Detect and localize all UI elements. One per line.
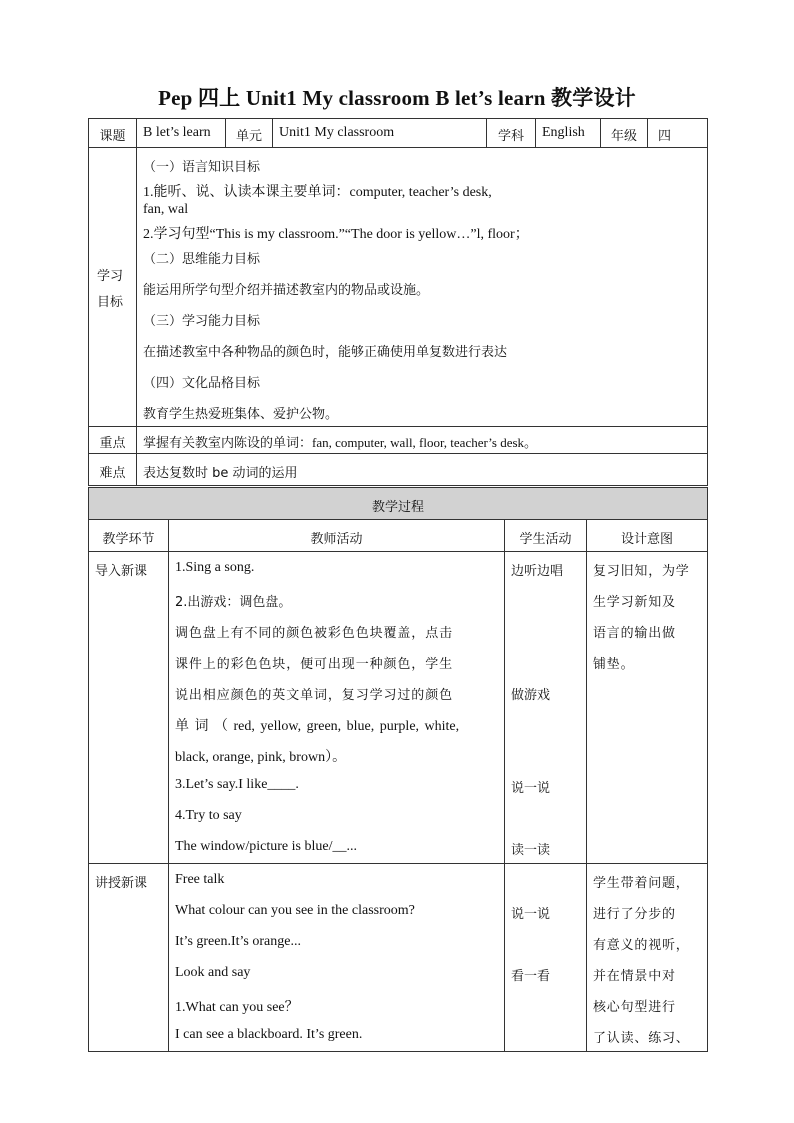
intent-line: 语言的输出做 — [593, 626, 676, 641]
intent-line: 铺垫。 — [593, 657, 635, 672]
goal-line: （二）思维能力目标 — [143, 252, 261, 267]
stage-cell — [89, 864, 169, 1052]
intent-line: 进行了分步的 — [593, 907, 676, 922]
table-row — [89, 864, 708, 1052]
teacher-line: The window/picture is blue/__... — [175, 839, 357, 854]
teacher-line: I can see a blackboard. It’s green. — [175, 1027, 363, 1042]
stage-label: 导入新课 — [95, 564, 148, 579]
goal-line: 2.学习句型“This is my classroom.”“The door is yellow…”l, floor； — [143, 227, 529, 242]
teacher-line: 3.Let’s say.I like____. — [175, 777, 299, 792]
difficulties-label: 难点 — [89, 454, 137, 486]
student-line: 说一说 — [511, 781, 551, 796]
intent-line: 并在情景中对 — [593, 969, 676, 984]
column-header-stage: 教学环节 — [89, 520, 169, 552]
teacher-line: black, orange, pink, brown）。 — [175, 750, 347, 765]
key-points-value: 掌握有关教室内陈设的单词：fan, computer, wall, floor, teacher’s desk。 — [137, 427, 708, 454]
goals-label — [89, 148, 137, 427]
goal-line: （三）学习能力目标 — [143, 314, 261, 329]
intent-cell — [587, 552, 708, 864]
stage-label: 讲授新课 — [95, 876, 148, 891]
student-line: 读一读 — [511, 843, 551, 858]
goal-line: （一）语言知识目标 — [143, 160, 261, 175]
unit-label: 单元 — [226, 119, 273, 148]
goal-line: 教育学生热爱班集体、爱护公物。 — [143, 407, 339, 422]
stage-cell — [89, 552, 169, 864]
process-heading: 教学过程 — [89, 488, 708, 520]
teacher-line: Free talk — [175, 872, 225, 887]
intent-line: 核心句型进行 — [593, 1000, 676, 1015]
teacher-line: 4.Try to say — [175, 808, 242, 823]
teacher-line: 2.出游戏：调色盘。 — [175, 595, 292, 610]
goals-label-line-1: 学习 — [97, 269, 124, 284]
teacher-line: What colour can you see in the classroom? — [175, 903, 415, 918]
teacher-line: 说出相应颜色的英文单词，复习学习过的颜色 — [175, 688, 454, 703]
teacher-line: 单 词 （ red, yellow, green, blue, purple, white, — [175, 719, 460, 734]
goals-label-line-2: 目标 — [97, 295, 124, 310]
goal-line: fan, wal — [143, 202, 189, 217]
grade-value: 四 — [648, 119, 708, 148]
teacher-line: 调色盘上有不同的颜色被彩色色块覆盖，点击 — [175, 626, 454, 641]
intent-line: 了认读、练习、 — [593, 1031, 690, 1046]
difficulties-value: 表达复数时 be 动词的运用 — [137, 454, 708, 486]
teacher-activity-cell — [169, 864, 505, 1052]
teacher-line: It’s green.It’s orange... — [175, 934, 301, 949]
table-row — [89, 552, 708, 864]
subject-value: English — [536, 119, 601, 148]
topic-value: B let’s learn — [137, 119, 226, 148]
goals-content — [137, 148, 708, 427]
intent-line: 生学习新知及 — [593, 595, 676, 610]
column-header-intent: 设计意图 — [587, 520, 708, 552]
unit-value: Unit1 My classroom — [273, 119, 487, 148]
goal-line: 能运用所学句型介绍并描述教室内的物品或设施。 — [143, 283, 430, 298]
grade-label: 年级 — [601, 119, 648, 148]
student-line: 说一说 — [511, 907, 551, 922]
column-header-student: 学生活动 — [505, 520, 587, 552]
intent-line: 复习旧知，为学 — [593, 564, 690, 579]
teacher-line: 1.Sing a song. — [175, 560, 255, 575]
intent-cell — [587, 864, 708, 1052]
student-activity-cell — [505, 552, 587, 864]
topic-label: 课题 — [89, 119, 137, 148]
subject-label: 学科 — [487, 119, 536, 148]
student-line: 做游戏 — [511, 688, 551, 703]
intent-line: 有意义的视听， — [593, 938, 690, 953]
column-header-teacher: 教师活动 — [169, 520, 505, 552]
process-table — [88, 487, 708, 1052]
key-points-label: 重点 — [89, 427, 137, 454]
teacher-line: Look and say — [175, 965, 251, 980]
document-title: Pep 四上 Unit1 My classroom B let’s learn 教学设计 — [158, 86, 636, 110]
goal-line: 在描述教室中各种物品的颜色时，能够正确使用单复数进行表达 — [143, 345, 508, 360]
goal-line: （四）文化品格目标 — [143, 376, 261, 391]
student-line: 边听边唱 — [511, 564, 564, 579]
teacher-activity-cell — [169, 552, 505, 864]
student-line: 看一看 — [511, 969, 551, 984]
goal-line: 1.能听、说、认读本课主要单词：computer, teacher’s desk, — [143, 185, 492, 200]
header-table — [88, 118, 708, 486]
student-activity-cell — [505, 864, 587, 1052]
teacher-line: 1.What can you see？ — [175, 1000, 299, 1015]
teacher-line: 课件上的彩色色块，便可出现一种颜色，学生 — [175, 657, 454, 672]
intent-line: 学生带着问题， — [593, 876, 690, 891]
